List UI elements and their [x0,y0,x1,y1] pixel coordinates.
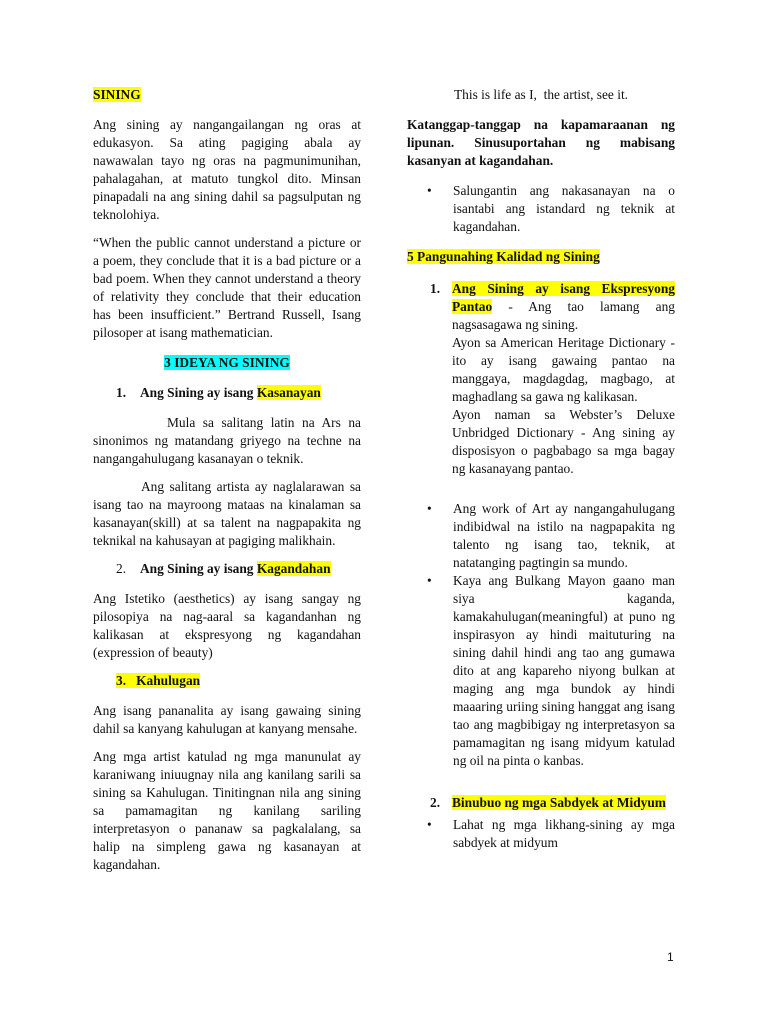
item1-paragraph-2: Ang salitang artista ay naglalarawan sa isang tao na mayroong mataas na kinalaman sa kasanayan(skill) at sa talent na nagpapakita ng teknikal na kahusayan at pagiging malikhain. [93,479,361,548]
kalidad-item-1-ahd: Ayon sa American Heritage Dictionary - ito ay isang gawaing pantao na manggaya, magdagdag, magbago, at maghadlang sa gawa ng kalikasan. [452,335,675,404]
kalidad-heading: 5 Pangunahing Kalidad ng Sining [407,249,600,264]
item1-paragraph-1: Mula sa salitang latin na Ars na sinonimos ng matandang griyego na techne na nangangahulugang kasanayan o teknik. [93,415,361,466]
bullet-item: • Salungantin ang nakasanayan na o isantabi ang istandard ng teknik at kagandahan. [427,183,675,234]
kalidad-item-2: 2. Binubuo ng mga Sabdyek at Midyum [430,795,666,810]
ideya-item-2: 2. Ang Sining ay isang Kagandahan [116,561,331,576]
bullet-item: • Ang work of Art ay nangangahulugang indibidwal na istilo na nagpapakita ng talento ng isang tao, teknik, at natatanging pagtingin sa mundo. [427,501,675,570]
section-title: SINING [93,87,141,102]
bullet-item: • Kaya ang Bulkang Mayon gaano man siya kaganda, kamakahulugan(meaningful) at puno ng inspirasyon ay hindi maituturing na sining dahil hindi ang tao ang gumawa dito at ang kapareho niyong bulkan at maging ang mga bundok ay hindi maaaring uriing sining hanggat ang isang tao ang magbibigay ng interpretasyon sa pamamagitan ng isang midyum katulad ng oil na pinta o kanbas. [427,573,675,768]
item3-paragraph-2: Ang mga artist katulad ng mga manunulat ay karaniwang iniuugnay nila ang kanilang sarili sa sining sa Kahulugan. Tinitingnan nila ang sining sa pamamagitan ng kanilang sariling interpretasyon o pananaw sa pagkalalang, sa halip na simpleng gawa ng kasanayan at kagandahan. [93,749,361,872]
item3-paragraph-1: Ang isang pananalita ay isang gawaing sining dahil sa kanyang kahulugan at kanyang mensahe. [93,703,361,736]
kalidad-item-1: 1. Ang Sining ay isang Ekspresyong Pantao - Ang tao lamang ang nagsasagawa ng sining. [430,281,675,332]
kalidad-item-1-webster: Ayon naman sa Webster’s Deluxe Unbridged Dictionary - Ang sining ay disposisyon o pagbabago sa mga bagay ng kasanayang pantao. [452,407,675,476]
ideya-item-3: 3. Kahulugan [116,673,201,688]
artist-line: This is life as I, the artist, see it. [453,87,629,102]
bullet-item: • Lahat ng mga likhang-sining ay mga sabdyek at midyum [427,817,675,850]
bold-paragraph: Katanggap-tanggap na kapamaraanan ng lipunan. Sinusuportahan ng mabisang kasanyan at kagandahan. [407,117,675,168]
page-number: 1 [667,950,674,964]
quote-paragraph: “When the public cannot understand a picture or a poem, they conclude that it is a bad picture or a bad poem. When they cannot understand a theory of relativity they conclude that their education has been insufficient.” Bertrand Russell, Isang pilosoper at isang mathematician. [93,235,361,340]
ideya-heading: 3 IDEYA NG SINING [164,355,290,370]
ideya-item-1: 1. Ang Sining ay isang Kasanayan [116,385,321,400]
right-column [407,86,675,852]
item2-paragraph: Ang Istetiko (aesthetics) ay isang sangay ng pilosopiya na nag-aaral sa kagandanhan ng kalikasan at ekspresyong ng kagandahan (expression of beauty) [93,591,361,660]
intro-paragraph: Ang sining ay nangangailangan ng oras at edukasyon. Sa ating pagiging abala ay nawawalan tayo ng oras na pagmunimunihan, pahalagahan, at matuto tungkol dito. Minsan pinapadali na ang sining dahil sa pagsulputan ng teknolohiya. [93,117,361,222]
left-column [93,86,361,884]
